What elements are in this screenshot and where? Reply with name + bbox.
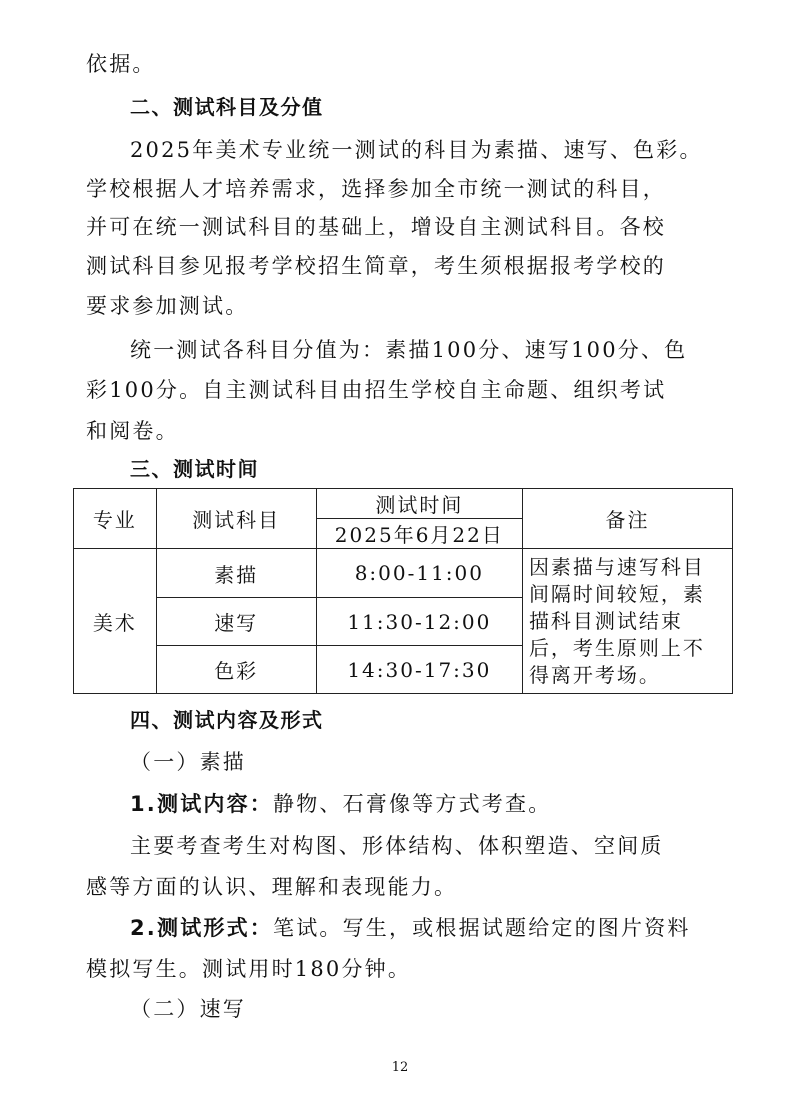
paragraph-line: 并可在统一测试科目的基础上，增设自主测试科目。各校	[86, 215, 666, 239]
list-item	[130, 790, 551, 818]
note-line: 因素描与速写科目	[528, 554, 705, 579]
subject-cell: 色彩	[156, 646, 316, 694]
paragraph-line: 学校根据人才培养需求，选择参加全市统一测试的科目，	[86, 177, 666, 201]
header-subject: 测试科目	[156, 489, 316, 549]
time-cell: 8:00-11:00	[316, 549, 522, 598]
paragraph-line: 2025年美术专业统一测试的科目为素描、速写、色彩。	[130, 138, 703, 162]
page-number: 12	[391, 1060, 409, 1075]
item-text: 笔试。写生，或根据试题给定的图片资料	[273, 916, 691, 940]
note-cell	[522, 549, 732, 694]
section-heading-4: 四、测试内容及形式	[130, 708, 324, 732]
note-line: 后，考生原则上不	[528, 635, 705, 660]
schedule-table	[73, 488, 733, 694]
paragraph-line: 彩100分。自主测试科目由招生学校自主命题、组织考试	[86, 378, 667, 402]
section-heading-3: 三、测试时间	[130, 457, 259, 481]
list-item	[130, 914, 691, 942]
subsection-heading: （二）速写	[130, 997, 246, 1021]
header-date: 2025年6月22日	[316, 519, 522, 549]
item-label: 1.测试内容：	[130, 792, 273, 816]
header-time: 测试时间	[316, 489, 522, 519]
table-row	[74, 549, 733, 598]
major-cell: 美术	[74, 549, 157, 694]
note-line: 得离开考场。	[528, 662, 661, 687]
item-text: 静物、石膏像等方式考查。	[273, 792, 552, 816]
header-note: 备注	[522, 489, 732, 549]
paragraph-line: 感等方面的认识、理解和表现能力。	[86, 875, 458, 899]
paragraph-line: 和阅卷。	[86, 419, 179, 443]
paragraph-line: 模拟写生。测试用时180分钟。	[86, 957, 412, 981]
subject-cell: 素描	[156, 549, 316, 598]
time-cell: 14:30-17:30	[316, 646, 522, 694]
paragraph-line: 要求参加测试。	[86, 294, 249, 318]
paragraph-line: 测试科目参见报考学校招生简章，考生须根据报考学校的	[86, 254, 666, 278]
section-heading-2: 二、测试科目及分值	[130, 95, 324, 119]
subsection-heading: （一）素描	[130, 750, 246, 774]
subject-cell: 速写	[156, 598, 316, 646]
header-major: 专业	[74, 489, 157, 549]
time-cell: 11:30-12:00	[316, 598, 522, 646]
note-line: 描科目测试结束	[528, 608, 683, 633]
note-line: 间隔时间较短，素	[528, 581, 705, 606]
paragraph-line: 主要考查考生对构图、形体结构、体积塑造、空间质	[130, 834, 664, 858]
paragraph-line: 统一测试各科目分值为：素描100分、速写100分、色	[130, 338, 688, 362]
paragraph-line: 依据。	[86, 52, 156, 76]
item-label: 2.测试形式：	[130, 916, 273, 940]
